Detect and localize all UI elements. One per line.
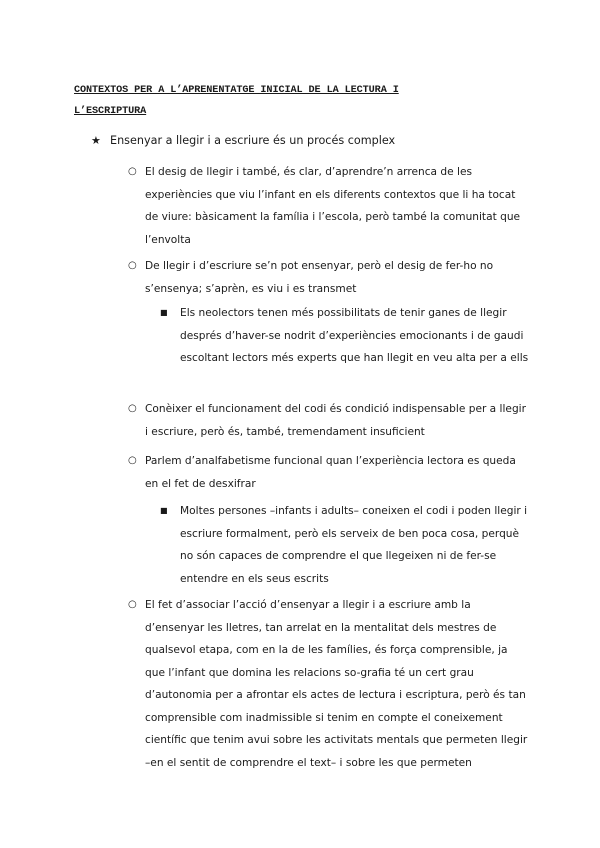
list-item-text: Conèixer el funcionament del codi és condició indispensable per a llegir i escriure, però és, també, tremendament insuficient [145,403,526,438]
circle-bullet-icon: ○ [128,166,137,177]
list-item-level2 [128,594,530,774]
list-item-text: Els neolectors tenen més possibilitats de tenir ganes de llegir després d’haver-se nodrit d’experiències emocionants i de gaudi escoltant lectors més experts que han llegit en veu alta per a ells [180,307,529,364]
circle-bullet-icon: ○ [128,599,137,610]
circle-bullet-icon: ○ [128,403,137,414]
page-title: CONTEXTOS PER A L’APRENENTATGE INICIAL DE LA LECTURA I L’ESCRIPTURA [74,85,399,117]
square-bullet-icon: ■ [160,308,168,317]
list-item-level2 [128,161,530,251]
square-bullet-icon: ■ [160,506,168,515]
list-item-text: Parlem d’analfabetisme funcional quan l’experiència lectora es queda en el fet de desxifrar [145,455,516,490]
circle-bullet-icon: ○ [128,455,137,466]
list-item-text: Moltes persones –infants i adults– coneixen el codi i poden llegir i escriure formalment, però els serveix de ben poca cosa, perquè no són capaces de comprendre el que llegeixen ni de fer-se entendre en els seus escrits [180,505,528,585]
list-item-text: El fet d’associar l’acció d’ensenyar a llegir i a escriure amb la d’ensenyar les lletres, tan arrelat en la mentalitat dels mestres de qualsevol etapa, com en la de les famílies, és força comprensible, ja que l’infant que domina les relacions so-grafia té un cert grau d’autonomia per a afrontar els actes de lectura i escriptura, però és tan comprensible com inadmissible si tenim en compte el coneixement científic que tenim avui sobre les activitats mentals que permeten llegir –en el sentit de comprendre el text– i sobre les que permeten [145,599,528,769]
list-item-text: El desig de llegir i també, és clar, d’aprendre’n arrenca de les experiències que viu l’infant en els diferents contextos que li ha tocat de viure: bàsicament la família i l’escola, però també la comunitat que l’envolta [145,166,521,246]
star-bullet-icon: ★ [91,134,101,147]
list-item-level3 [160,302,532,370]
list-item-level2 [128,398,530,443]
circle-bullet-icon: ○ [128,260,137,271]
list-item-level3 [160,500,532,590]
list-item-level2 [128,450,530,495]
list-item-text: De llegir i d’escriure se’n pot ensenyar, però el desig de fer-ho no s’ensenya; s’aprèn, es viu i es transmet [145,260,494,295]
list-item-text: Ensenyar a llegir i a escriure és un procés complex [110,134,396,147]
list-item-level2 [128,255,530,300]
